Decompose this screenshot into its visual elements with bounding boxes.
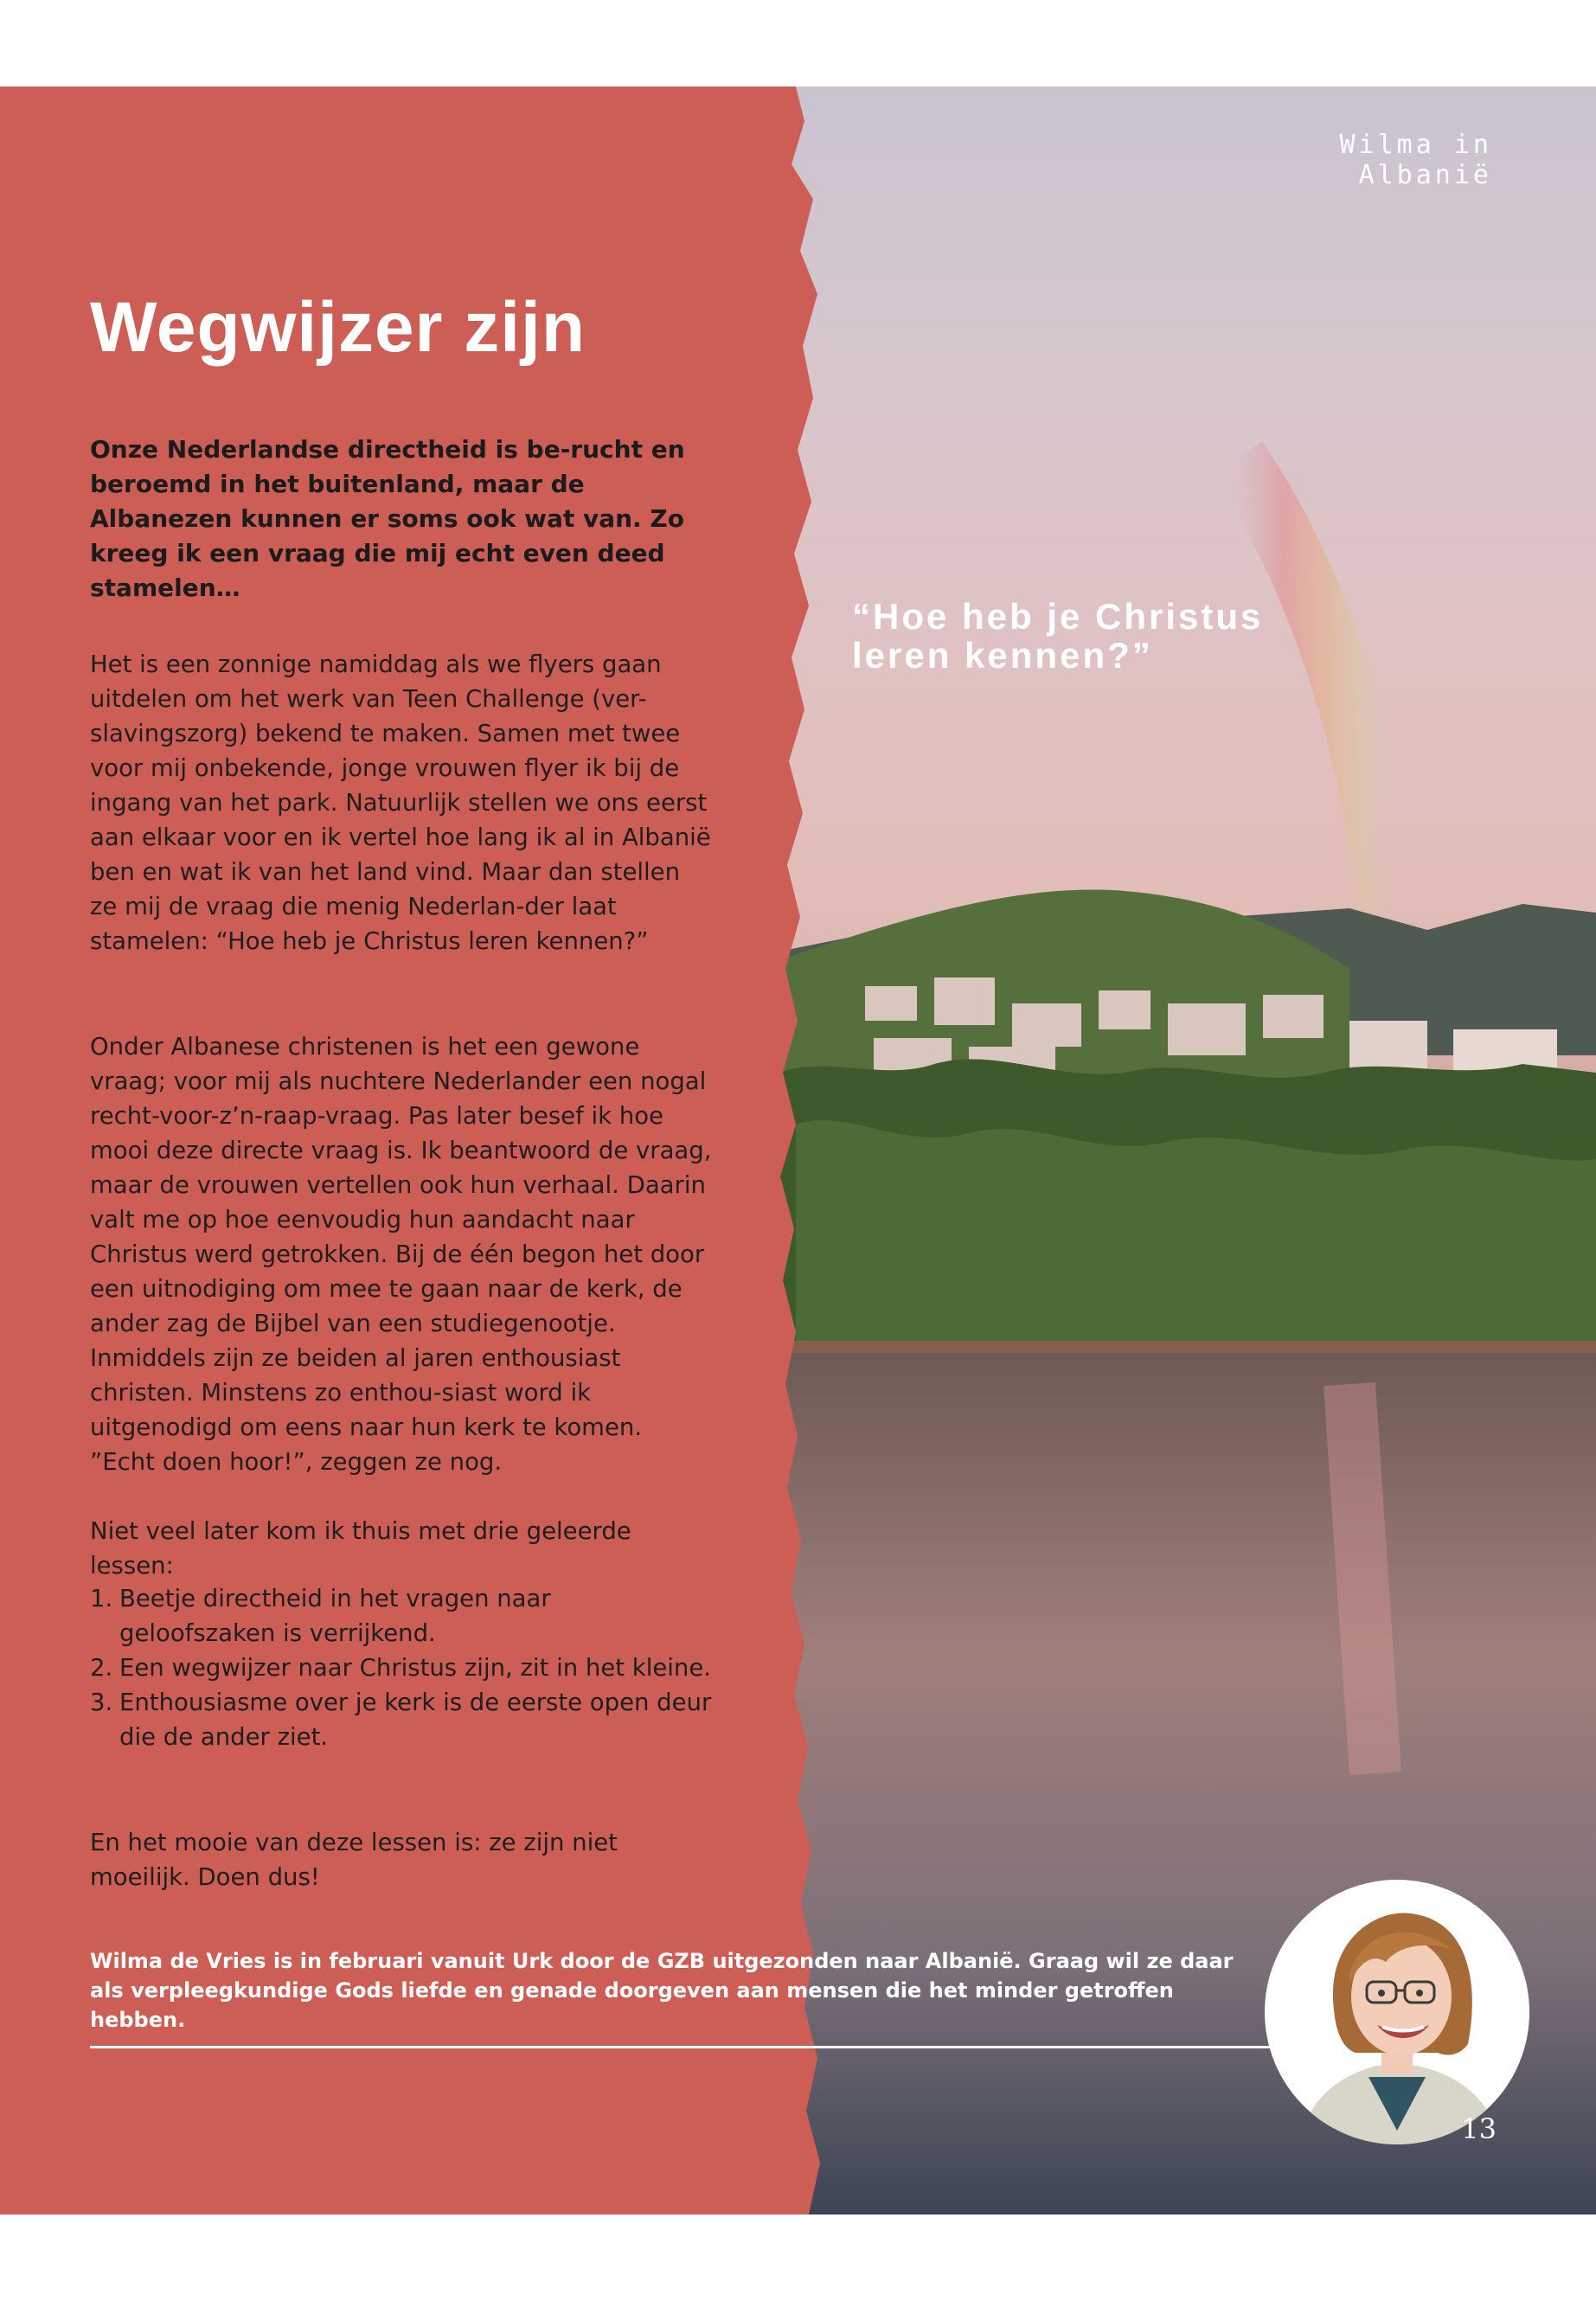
author-portrait-illustration bbox=[1265, 1880, 1529, 2144]
pull-quote: “Hoe heb je Christus leren kennen?” bbox=[852, 596, 1264, 676]
author-avatar bbox=[1265, 1880, 1529, 2144]
body-paragraph-3: Niet veel later kom ik thuis met drie geleerde lessen: bbox=[90, 1517, 631, 1580]
lesson-text: Beetje directheid in het vragen naar geloofszaken is verrijkend. bbox=[119, 1585, 551, 1647]
article-lead: Onze Nederlandse directheid is be-rucht en beroemd in het buitenland, maar de Albanezen kunnen er soms ook wat van. Zo kreeg ik een vraag die mij echt even deed stamelen… bbox=[90, 435, 685, 602]
divider-line bbox=[90, 2046, 1292, 2048]
lesson-text: Enthousiasme over je kerk is de eerste open deur die de ander ziet. bbox=[119, 1689, 712, 1751]
lesson-text: Een wegwijzer naar Christus zijn, zit in het kleine. bbox=[119, 1654, 711, 1682]
closing-paragraph: En het mooie van deze lessen is: ze zijn niet moeilijk. Doen dus! bbox=[90, 1829, 618, 1891]
author-bio: Wilma de Vries is in februari vanuit Urk door de GZB uitgezonden naar Albanië. Graag wil ze daar als verpleegkundige Gods liefde en genade doorgeven aan mensen die het minder getroffen hebben. bbox=[90, 1949, 1234, 2032]
lesson-item bbox=[90, 1581, 713, 1650]
magazine-page bbox=[0, 87, 1596, 2214]
lesson-number: 1. bbox=[90, 1585, 113, 1612]
lesson-number: 3. bbox=[90, 1689, 113, 1716]
body-paragraph-2: Onder Albanese christenen is het een gewone vraag; voor mij als nuchtere Nederlander een nogal recht-voor-z’n-raap-vraag. Pas later besef ik hoe mooi deze directe vraag is. Ik beantwoord de vraag, maar de vrouwen vertellen ook hun verhaal. Daarin valt me op hoe eenvoudig hun aandacht naar Christus werd getrokken. Bij de één begon het door een uitnodiging om mee te gaan naar de kerk, de ander zag de Bijbel van een studiegenootje. Inmiddels zijn ze beiden al jaren enthousiast christen. Minstens zo enthou-siast word ik uitgenodigd om eens naar hun kerk te komen. ”Echt doen hoor!”, zeggen ze nog. bbox=[90, 1033, 712, 1476]
section-label: Wilma in Albanië bbox=[1339, 130, 1492, 190]
lessons-list bbox=[90, 1581, 713, 1754]
lesson-item bbox=[90, 1650, 713, 1685]
body-paragraph-1: Het is een zonnige namiddag als we flyers gaan uitdelen om het werk van Teen Challenge (ver-slavingszorg) bekend te maken. Samen met twee voor mij onbekende, jonge vrouwen flyer ik bij de ingang van het park. Natuurlijk stellen we ons eerst aan elkaar voor en ik vertel hoe lang ik al in Albanië ben en wat ik van het land vind. Maar dan stellen ze mij de vraag die menig Nederlan-der laat stamelen: “Hoe heb je Christus leren kennen?” bbox=[90, 651, 711, 955]
page-number: 13 bbox=[1461, 2112, 1497, 2145]
lesson-number: 2. bbox=[90, 1654, 113, 1682]
article-title: Wegwijzer zijn bbox=[90, 288, 586, 367]
lesson-item bbox=[90, 1685, 713, 1754]
